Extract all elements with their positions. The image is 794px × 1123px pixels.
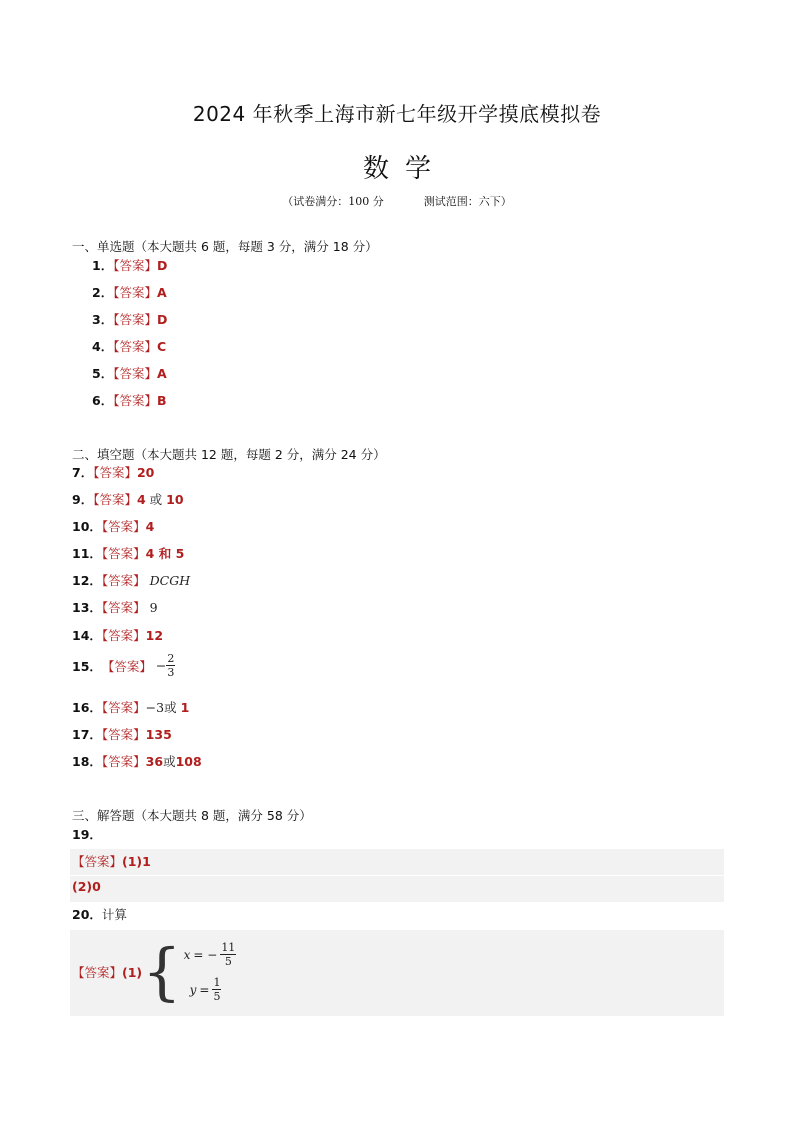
answer-value: D [156,312,168,327]
answer-label: 【答案】 [113,258,157,273]
equals-minus: = − [193,947,218,962]
question-number: 3． [92,312,114,327]
answer-value: (1)1 [122,854,151,869]
answer-label: 【答案】 [101,658,152,674]
answer-label: 【答案】 [93,465,137,480]
answer-value: A [156,285,167,300]
answer-value: B [156,393,167,408]
answer-value: −3 [145,700,165,715]
answer-item [72,598,158,616]
answer-box [70,849,724,875]
or-word: 或 [149,492,163,507]
answer-item [72,852,151,870]
answer-label: 【答案】 [101,628,146,643]
equation-x [184,941,237,968]
answer-value: C [156,339,167,354]
section-1-heading: 一、单选题（本大题共 6 题，每题 3 分，满分 18 分） [72,239,378,254]
full-score: （试卷满分：100 分 [282,195,384,208]
answer-value: (2)0 [72,879,101,894]
variable-y: y [189,982,197,997]
answer-item [72,725,172,743]
question-number: 10． [72,519,102,534]
answer-value: 36 [145,754,164,769]
answer-part: (1) [122,964,143,980]
section-2-heading: 二、填空题（本大题共 12 题，每题 2 分，满分 24 分） [72,447,386,462]
answer-label: 【答案】 [113,285,157,300]
answer-item [72,933,236,1011]
answer-item [72,571,190,589]
answer-value: 4 [145,519,155,534]
question-number: 18． [72,754,102,769]
question-number: 1． [92,258,114,273]
section-3-heading: 三、解答题（本大题共 8 题，满分 58 分） [72,808,312,823]
answer-value: 10 [166,492,184,507]
question-number: 13． [72,600,102,615]
question-number: 4． [92,339,114,354]
exam-meta [0,193,794,209]
answer-value: 20 [136,465,155,480]
question-number: 7． [72,465,94,480]
answer-value: 135 [145,727,172,742]
system-brace: { [142,935,182,1008]
answer-label: 【答案】 [101,519,146,534]
answer-item [72,752,202,770]
denominator: 3 [167,666,175,679]
equation-y [184,976,237,1003]
answer-item [72,544,184,562]
question-number: 5． [92,366,114,381]
answer-label: 【答案】 [113,339,157,354]
question-number: 19． [72,827,102,842]
question-number: 15． [72,658,102,674]
answer-item [72,517,154,535]
fraction [166,652,175,679]
answer-label: 【答案】 [72,965,123,980]
question-number: 14． [72,628,102,643]
denominator: 5 [224,955,232,968]
fraction [212,976,221,1003]
answer-item [92,337,166,355]
answer-item [92,256,167,274]
answer-item [72,652,175,679]
answer-box [70,876,724,902]
answer-label: 【答案】 [101,700,146,715]
question-number: 6． [92,393,114,408]
question-number: 12． [72,573,102,588]
answer-item [72,463,154,481]
variable-x: x [183,947,191,962]
answer-label: 【答案】 [113,366,157,381]
answer-value: 9 [149,600,158,615]
answer-value: D [156,258,168,273]
answer-item [72,490,184,508]
equation-system [184,941,237,1003]
fraction [220,941,236,968]
numerator: 2 [167,652,175,665]
answer-item [72,698,189,716]
answer-label: 【答案】 [101,573,146,588]
test-scope: 测试范围：六下） [423,195,512,208]
answer-value: 4 和 5 [145,546,185,561]
question-number: 11． [72,546,102,561]
answer-value: DCGH [149,573,191,588]
answer-item [92,283,167,301]
answer-value: 4 [136,492,146,507]
answer-item [92,364,167,382]
numerator: 1 [213,976,221,989]
answer-label: 【答案】 [113,393,157,408]
answer-value: A [156,366,167,381]
minus-sign: − [155,658,167,673]
answer-value: 108 [175,754,202,769]
question-number: 16． [72,700,102,715]
answer-label: 【答案】 [72,854,123,869]
answer-item [72,879,101,894]
answer-label: 【答案】 [101,546,146,561]
question-number: 17． [72,727,102,742]
or-word: 或 [163,754,176,769]
answer-value: 12 [145,628,164,643]
answer-label: 【答案】 [101,754,146,769]
answer-item [92,310,167,328]
answer-item [92,391,167,409]
answer-item [72,626,163,644]
denominator: 5 [213,990,221,1003]
question-number: 20． [72,907,102,922]
subject-title: 数学 [362,154,447,184]
numerator: 11 [221,941,236,954]
answer-label: 【答案】 [101,727,146,742]
answer-label: 【答案】 [113,312,157,327]
equals: = [199,982,210,997]
question-number: 2． [92,285,114,300]
question-19 [72,825,102,843]
answer-label: 【答案】 [93,492,137,507]
or-word: 或 [164,700,177,715]
exam-title: 2024 年秋季上海市新七年级开学摸底模拟卷 [192,102,602,126]
question-text: 计算 [101,907,127,922]
question-number: 9． [72,492,94,507]
answer-value: 1 [180,700,190,715]
question-20 [72,905,127,923]
answer-label: 【答案】 [101,600,146,615]
